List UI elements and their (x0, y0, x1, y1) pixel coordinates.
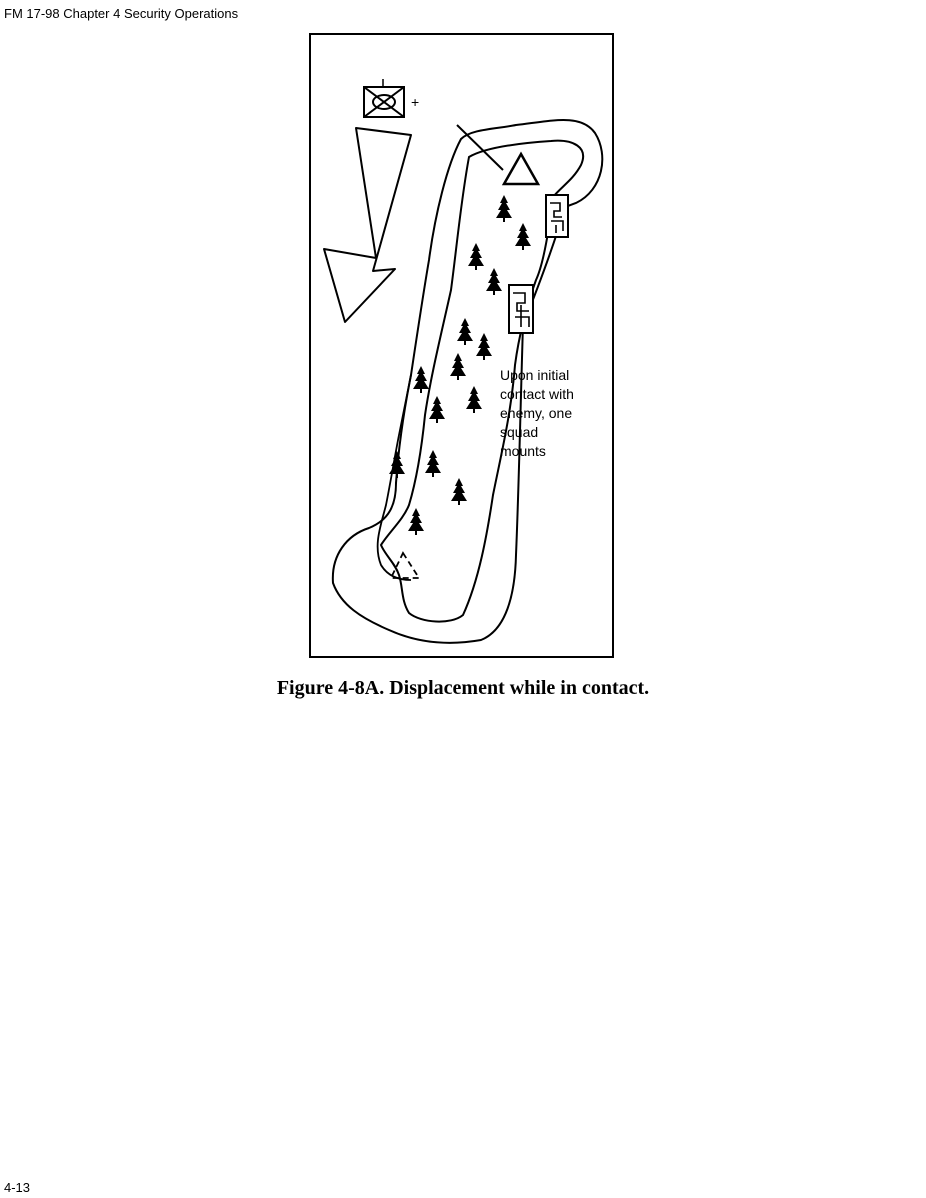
observation-post-triangle-icon (504, 154, 538, 184)
tree-icon (413, 366, 429, 393)
tree-icon (389, 451, 405, 478)
figure-frame (309, 33, 614, 658)
page-number: 4-13 (4, 1180, 31, 1195)
tree-icon (451, 478, 467, 505)
tree-icon (408, 508, 424, 535)
tree-icon (466, 386, 482, 413)
tree-icon (429, 396, 445, 423)
unit-symbol-plus: + (411, 94, 420, 110)
figure-annotation: Upon initial contact with enemy, one squad mounts (500, 367, 574, 459)
tree-icon (457, 318, 473, 345)
tree-icon (450, 353, 466, 380)
tree-icon (476, 333, 492, 360)
figure-caption: Figure 4-8A. Displacement while in contact. (276, 677, 650, 699)
vehicle-icon (509, 285, 533, 333)
tree-icon (468, 243, 484, 270)
unit-symbol-icon (364, 79, 404, 117)
running-header: FM 17-98 Chapter 4 Security Operations (4, 6, 239, 21)
movement-direction-arrow-icon (324, 128, 411, 322)
tree-icon (496, 195, 512, 222)
terrain-sketch (311, 35, 612, 656)
tree-icon (425, 450, 441, 477)
tree-icon (486, 268, 502, 295)
vehicle-icon (546, 195, 568, 237)
tree-icon (515, 223, 531, 250)
